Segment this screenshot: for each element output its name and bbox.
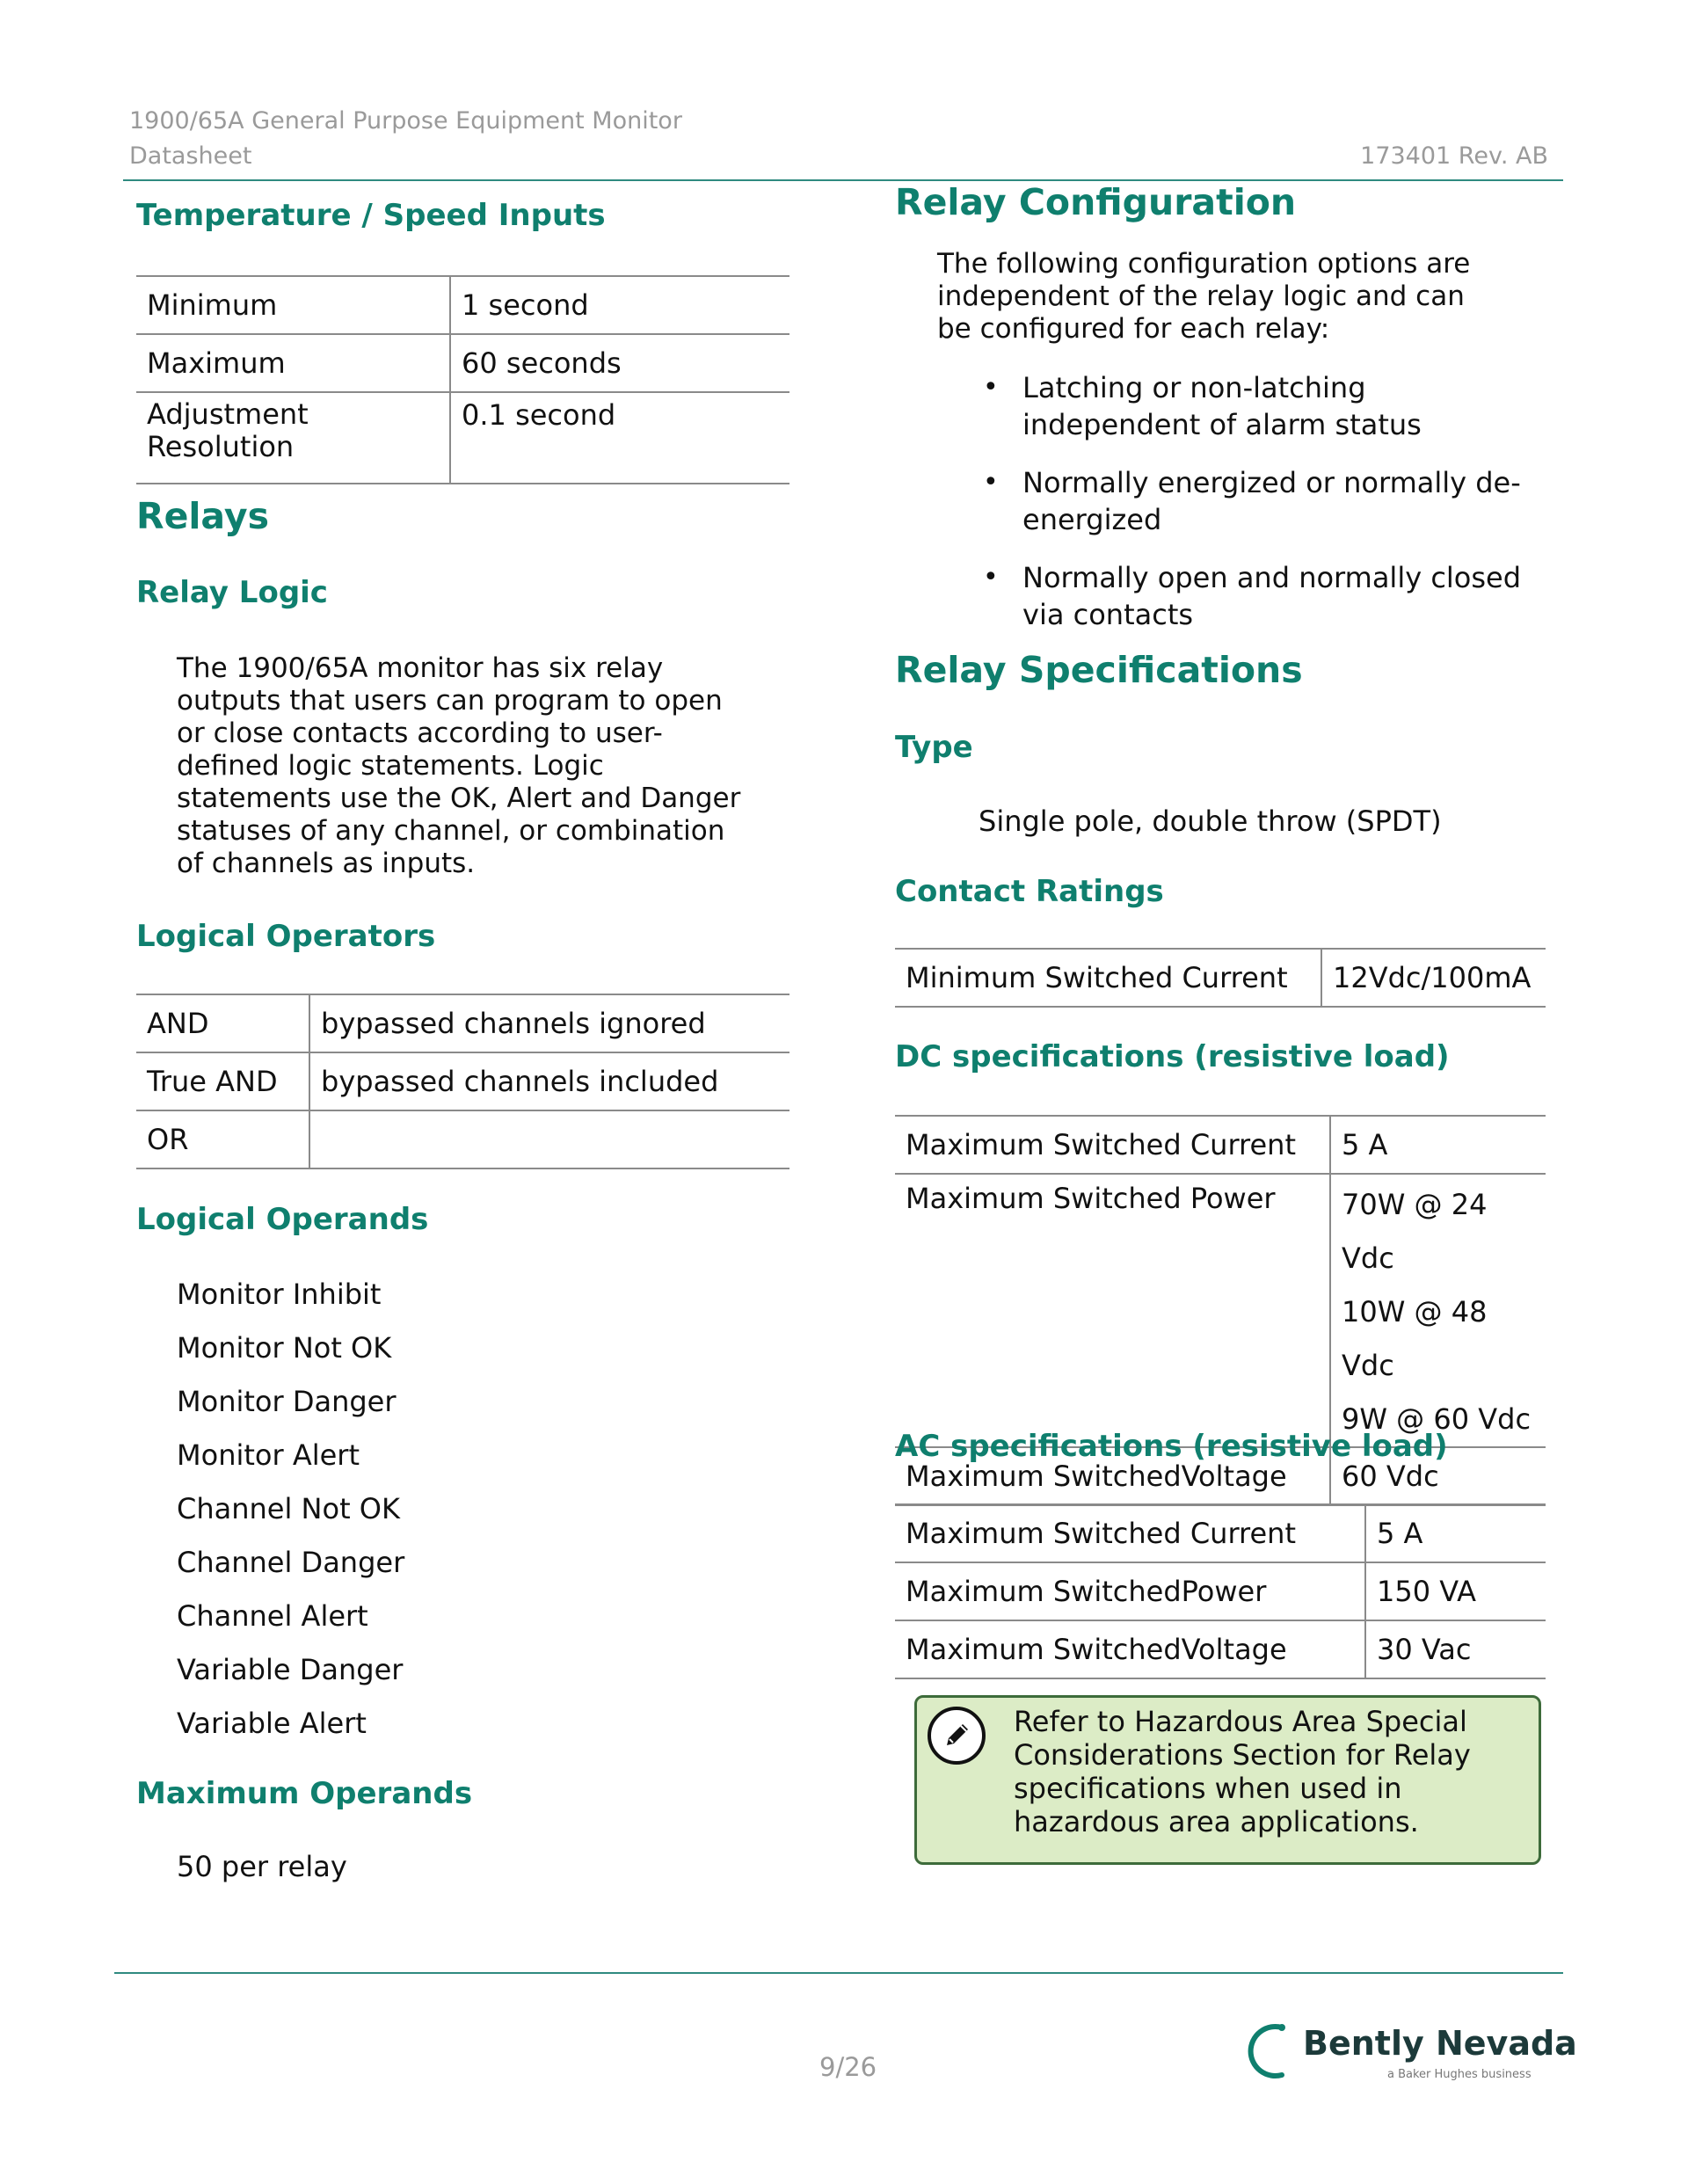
table-cell-label: Maximum Switched Current bbox=[895, 1504, 1365, 1562]
dc-power-value: 10W @ 48 Vdc bbox=[1342, 1295, 1488, 1382]
table-cell-label-text: Adjustment Resolution bbox=[147, 397, 309, 463]
type-value: Single pole, double throw (SPDT) bbox=[979, 804, 1442, 838]
dc-specifications-heading: DC specifications (resistive load) bbox=[895, 1039, 1450, 1074]
dc-power-value: 70W @ 24 Vdc bbox=[1342, 1188, 1488, 1275]
pencil-icon bbox=[928, 1707, 986, 1765]
table-cell-value: 30 Vac bbox=[1365, 1620, 1546, 1678]
footer-divider bbox=[114, 1972, 1563, 1974]
logo-name: Bently Nevada bbox=[1303, 2024, 1577, 2063]
table-row bbox=[136, 334, 789, 392]
operator-description: bypassed channels included bbox=[309, 1052, 789, 1110]
logo-tagline: a Baker Hughes business bbox=[1387, 2068, 1532, 2081]
note-callout bbox=[914, 1695, 1541, 1865]
table-cell-value: 12Vdc/100mA bbox=[1321, 949, 1546, 1007]
logical-operators-heading: Logical Operators bbox=[136, 919, 436, 954]
temp-speed-table bbox=[136, 275, 789, 484]
relay-configuration-heading: Relay Configuration bbox=[895, 181, 1297, 223]
logical-operands-heading: Logical Operands bbox=[136, 1202, 429, 1237]
operator-cell: True AND bbox=[136, 1052, 309, 1110]
page-number: 9/26 bbox=[819, 2052, 877, 2082]
document-number: 173401 Rev. AB bbox=[1360, 142, 1548, 170]
list-item: Monitor Alert bbox=[177, 1438, 360, 1472]
table-cell-label: Minimum bbox=[136, 276, 450, 334]
list-item: Variable Alert bbox=[177, 1707, 367, 1740]
table-cell-label: Maximum SwitchedVoltage bbox=[895, 1620, 1365, 1678]
table-cell-label: Maximum Switched Power bbox=[895, 1174, 1330, 1447]
relay-logic-text: The 1900/65A monitor has six relay outputs that users can program to open or close contacts according to user-defined logic statements. Logic statements use the OK, Alert and Danger statuses of any channel, or combination of channels as inputs. bbox=[177, 652, 741, 879]
list-item: • Normally energized or normally de-energized bbox=[983, 464, 1528, 538]
operator-cell: OR bbox=[136, 1110, 309, 1168]
table-row bbox=[136, 1052, 789, 1110]
logo-mark-icon bbox=[1247, 2020, 1299, 2084]
list-item: • Normally open and normally closed via contacts bbox=[983, 559, 1528, 633]
document-title-line1: 1900/65A General Purpose Equipment Monitor bbox=[129, 107, 682, 135]
table-row bbox=[895, 1562, 1546, 1620]
table-row bbox=[136, 1110, 789, 1168]
list-item: Monitor Inhibit bbox=[177, 1278, 382, 1311]
table-row bbox=[895, 949, 1546, 1007]
relays-heading: Relays bbox=[136, 495, 269, 537]
type-heading: Type bbox=[895, 730, 973, 765]
table-row bbox=[895, 1504, 1546, 1562]
relay-configuration-intro: The following configuration options are independent of the relay logic and can be configured for each relay: bbox=[937, 248, 1471, 345]
logical-operators-table bbox=[136, 994, 789, 1169]
document-title bbox=[129, 104, 682, 174]
list-item: Variable Danger bbox=[177, 1653, 404, 1686]
operator-description: bypassed channels ignored bbox=[309, 994, 789, 1052]
maximum-operands-heading: Maximum Operands bbox=[136, 1776, 473, 1811]
table-cell-label: Maximum bbox=[136, 334, 450, 392]
contact-ratings-heading: Contact Ratings bbox=[895, 874, 1164, 909]
table-cell-value: 60 seconds bbox=[450, 334, 789, 392]
table-row bbox=[895, 1116, 1546, 1174]
list-item: Monitor Not OK bbox=[177, 1331, 392, 1365]
dc-power-value: 9W @ 60 Vdc bbox=[1342, 1402, 1532, 1436]
list-item: Monitor Danger bbox=[177, 1385, 397, 1418]
relay-logic-heading: Relay Logic bbox=[136, 575, 328, 610]
table-cell-value: 60 Vdc bbox=[1330, 1447, 1546, 1505]
table-cell-label: Maximum SwitchedVoltage bbox=[895, 1447, 1330, 1505]
table-cell-value: 150 VA bbox=[1365, 1562, 1546, 1620]
table-row bbox=[895, 1620, 1546, 1678]
list-item: • Latching or non-latching independent of alarm status bbox=[983, 369, 1528, 443]
operator-cell: AND bbox=[136, 994, 309, 1052]
table-cell-value: 1 second bbox=[450, 276, 789, 334]
table-cell-label: Maximum SwitchedPower bbox=[895, 1562, 1365, 1620]
table-cell-value: 0.1 second bbox=[450, 392, 789, 484]
operator-description bbox=[309, 1110, 789, 1168]
table-cell-label bbox=[136, 392, 450, 484]
table-row bbox=[895, 1174, 1546, 1447]
table-cell-label: Minimum Switched Current bbox=[895, 949, 1321, 1007]
header-divider bbox=[123, 179, 1563, 181]
list-item: Channel Not OK bbox=[177, 1492, 400, 1525]
ac-specifications-heading: AC specifications (resistive load) bbox=[895, 1429, 1448, 1464]
table-cell-value: 5 A bbox=[1330, 1116, 1546, 1174]
bently-nevada-logo bbox=[1247, 2019, 1577, 2089]
document-title-line2: Datasheet bbox=[129, 142, 252, 170]
table-row bbox=[136, 276, 789, 334]
list-item: Channel Alert bbox=[177, 1599, 368, 1633]
relay-configuration-list bbox=[983, 369, 1528, 654]
table-cell-label: Maximum Switched Current bbox=[895, 1116, 1330, 1174]
note-text: Refer to Hazardous Area Special Considerations Section for Relay specifications when used in hazardous area applications. bbox=[1014, 1705, 1471, 1838]
table-row bbox=[136, 392, 789, 484]
table-cell-value: 5 A bbox=[1365, 1504, 1546, 1562]
ac-specifications-table bbox=[895, 1503, 1546, 1679]
maximum-operands-value: 50 per relay bbox=[177, 1850, 347, 1883]
table-cell-value bbox=[1330, 1174, 1546, 1447]
list-item: Channel Danger bbox=[177, 1546, 405, 1579]
relay-specifications-heading: Relay Specifications bbox=[895, 649, 1303, 691]
contact-ratings-table bbox=[895, 948, 1546, 1008]
table-row bbox=[136, 994, 789, 1052]
temp-speed-heading: Temperature / Speed Inputs bbox=[136, 198, 606, 233]
